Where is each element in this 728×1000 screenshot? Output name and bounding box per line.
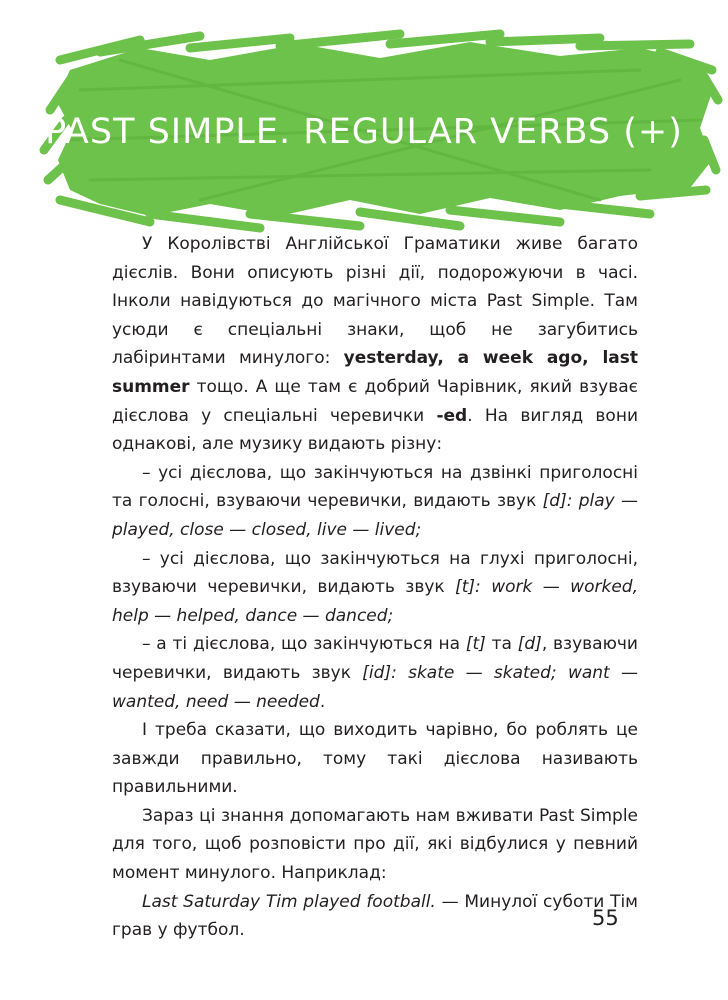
- italic-examples: [d]: play — played, close — closed, live — lived;: [112, 491, 638, 540]
- paragraph-conclusion: І треба сказати, що виходить чарівно, бо роблять це завжди правильно, тому такі дієслова називають правильними.: [112, 720, 638, 798]
- text-span: У Королівстві Англійської Граматики живе багато дієслів. Вони описують різні дії, подорожуючи в часі. Інколи навідуються до магічного міста Past Simple. Там усюди є спеціальні знаки, щоб не загубитись лабіринтами минулого:: [112, 234, 638, 369]
- title-banner: [0, 0, 728, 240]
- paragraph-intro: [112, 230, 638, 459]
- paragraph-usage: Зараз ці знання допомагають нам вживати Past Simple для того, щоб розповісти про дії, які відбулися у певний момент минулого. Наприклад:: [112, 805, 638, 884]
- italic-sound: [d]: [517, 634, 542, 655]
- text-span: – усі дієслова, що закінчуються на дзвінкі приголосні та голосні, взуваючи черевички, видають звук: [112, 462, 638, 512]
- text-span: та: [485, 634, 518, 655]
- bold-time-markers: yesterday, a week ago, last summer: [112, 348, 638, 397]
- paragraph-rule-t: [112, 545, 638, 631]
- text-span: — Минулої суботи Тім грав у футбол.: [112, 891, 638, 941]
- page-number: 55: [592, 906, 619, 930]
- italic-sound: [t]: [465, 634, 486, 655]
- page-title: PAST SIMPLE. REGULAR VERBS (+): [45, 112, 683, 152]
- italic-examples: [t]: work — worked, help — helped, dance — danced;: [112, 577, 638, 626]
- text-span: тощо. А ще там є добрий Чарівник, який взуває дієслова у спеціальні черевички: [112, 376, 638, 426]
- italic-example-sentence: Last Saturday Tim played football.: [142, 891, 436, 912]
- paragraph-rule-d: [112, 459, 638, 545]
- text-span: .: [319, 691, 326, 712]
- bold-ed-suffix: -ed: [436, 405, 468, 426]
- text-span: – усі дієслова, що закінчуються на глухі приголосні, взуваючи черевички, видають звук: [112, 548, 638, 598]
- main-text: [112, 230, 638, 945]
- text-span: , взуваючи черевички, видають звук: [112, 634, 638, 683]
- text-span: . На вигляд вони однакові, але музику видають різну:: [112, 405, 638, 455]
- italic-examples: [id]: skate — skated; want — wanted, need — needed: [112, 662, 638, 712]
- paragraph-example: [112, 888, 638, 945]
- paragraph-rule-id: [112, 630, 638, 716]
- text-span: – а ті дієслова, що закінчуються на: [142, 634, 466, 655]
